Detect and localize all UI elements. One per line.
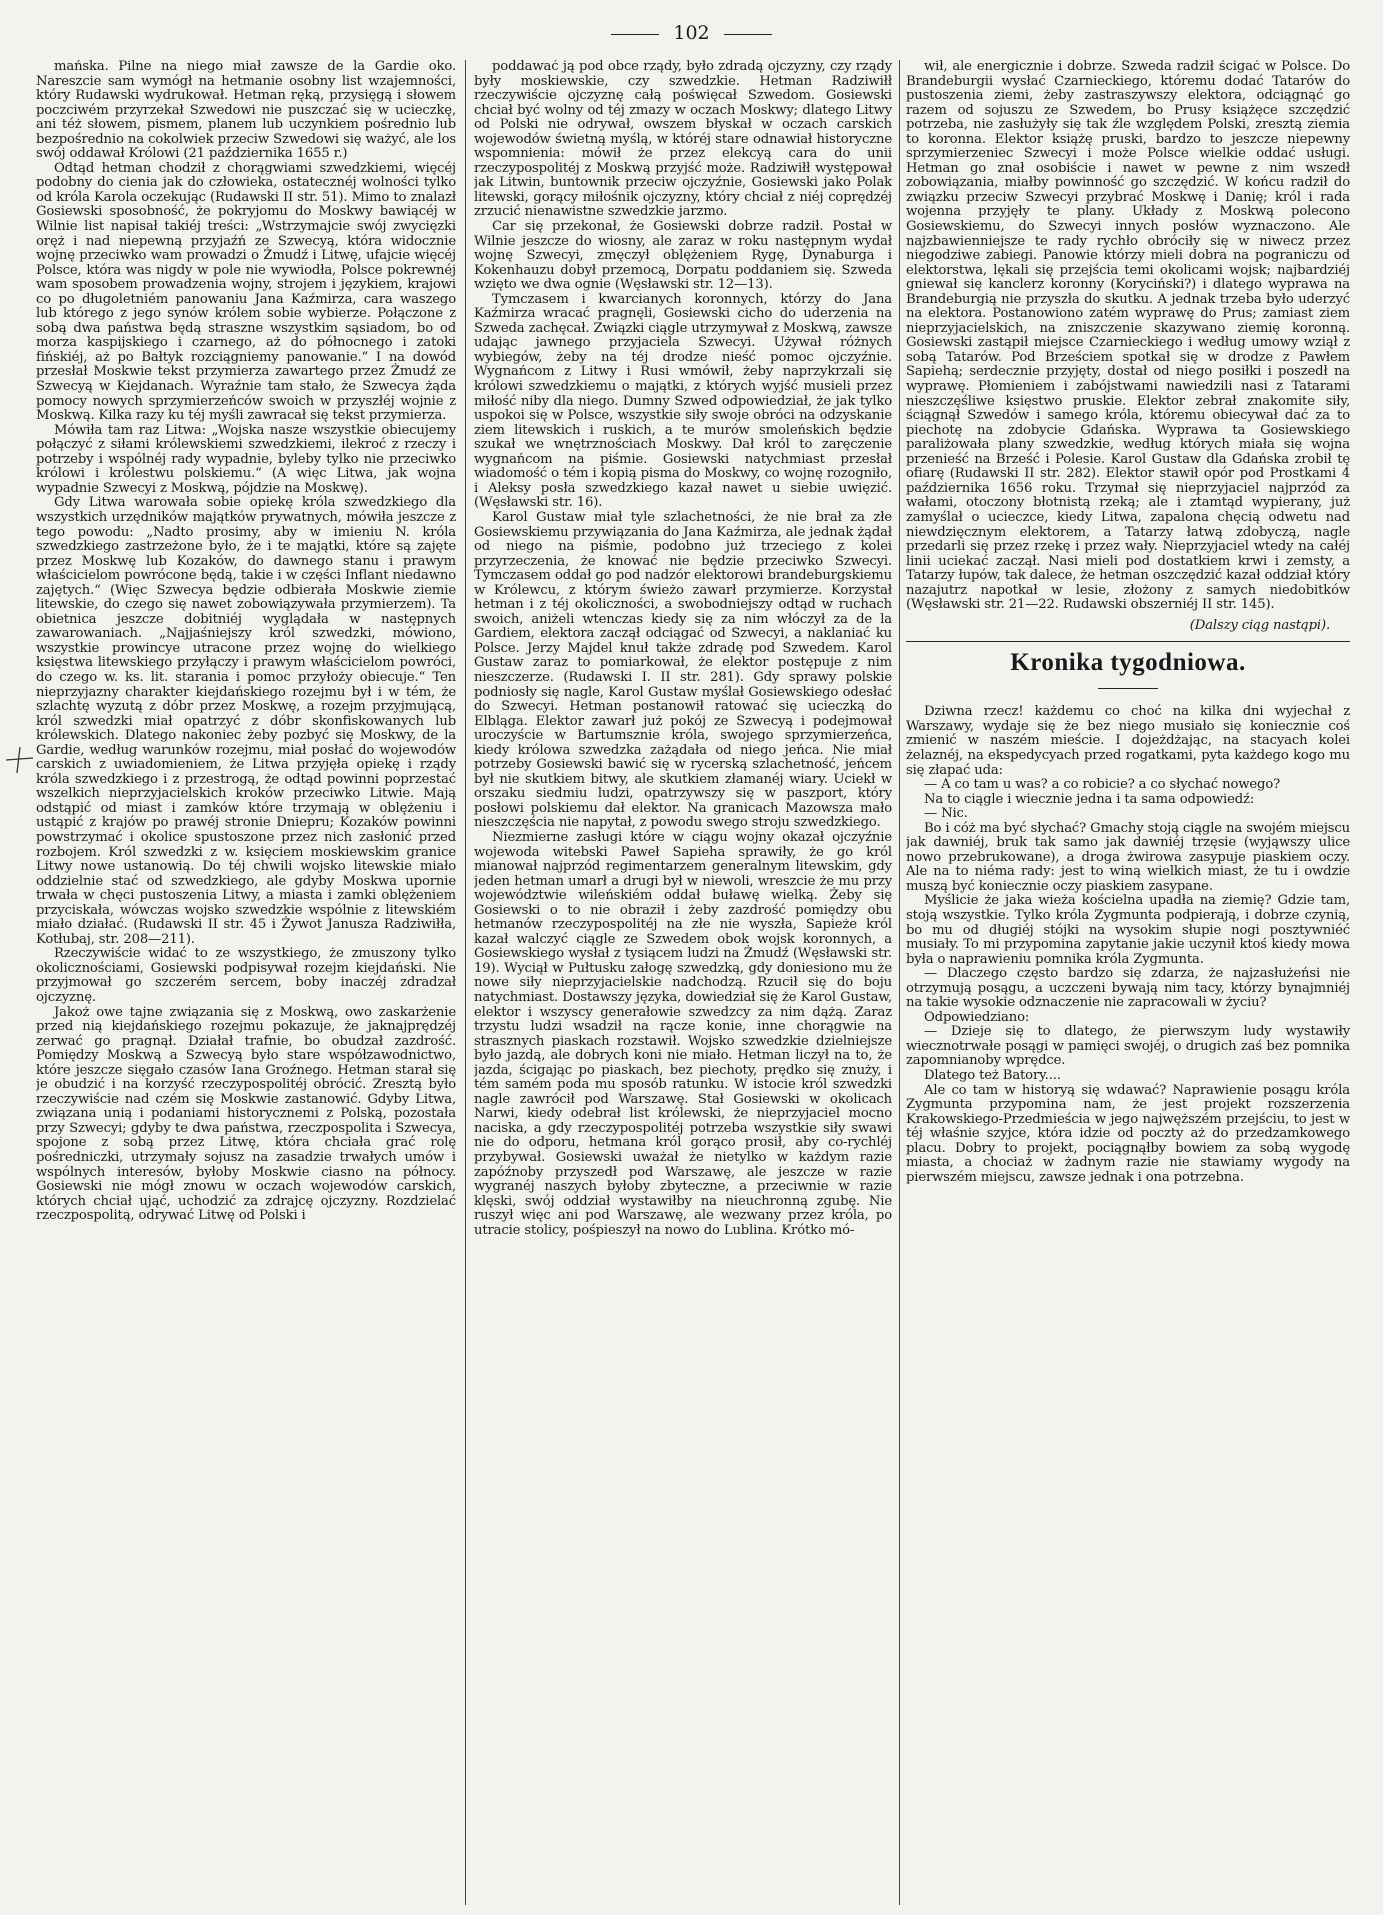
paragraph: Ale co tam w historyą się wdawać? Naprawienie posągu króla Zygmunta przypomina nam, że jest projekt rozszerzenia Krakowskiego-Przedmieścia w jego najwęższém przejściu, to jest w téj właśnie szyjce, która idzie od poczty aż do przedzamkowego placu. Dobry to projekt, pociągnąłby bowiem za sobą wygodę miasta, a chociaż w żadnym razie nie stawiamy wygody na pierwszém miejscu, zawsze jednak i ona potrzebna.: [906, 1082, 1350, 1185]
column-3: [906, 60, 1350, 1905]
continued-note: (Dalszy ciąg nastąpi).: [1189, 617, 1330, 633]
column-2: [474, 60, 892, 1905]
column-1: [36, 60, 456, 1905]
article-end: [906, 60, 1350, 613]
paragraph: Dlatego też Batory....: [924, 1068, 1061, 1083]
paragraph: Gdy Litwa warowała sobie opiekę króla szwedzkiego dla wszystkich urzędników majątków prywatnych, mówiła jeszcze z tego powodu: „Nadto prosimy, aby w imieniu N. króla szwedzkiego zastrzeżone było, że i te majątki, które są zajęte przez Moskwę lub Kozaków, do dawnego stanu i prawym właścicielom powrócone będą, takie i w części Inflant niedawno zajętych.“ (Więc Szwecya będzie odbierała Moskwie ziemie litewskie, do czego się nawet zobowiązywała przymierzem). Ta obietnica jeszcze dobitniéj wyglądała w następnych zawarowaniach. „Najjaśniejszy król szwedzki, mówiono, wszystkie prowincye utracone przez wojnę do wielkiego księstwa litewskiego przyłączy i prawym właścicielom powróci, do czego w. ks. lit. starania i pomoc przyłoży obiecuje.“ Ten nieprzyjazny charakter kiejdańskiego rozejmu był i w tém, że szlachtę wyzutą z dóbr przez Moskwę, a rozejm przyjmującą, król szwedzki miał opatrzyć z dóbr skonfiskowanych lub królewskich. Dlatego nakoniec żeby pozbyć się Moskwy, de la Gardie, według warunków rozejmu, miał posłać do wojewodów carskich z uwiadomieniem, że Litwa przyjęła opiekę i rządy króla szwedzkiego i z przestrogą, że odtąd powinni poprzestać wszelkich nieprzyjacielskich kroków przeciwko Litwie. Mają odstąpić od miast i zamków które trzymają w oblężeniu i ustąpić z krajów po prawéj stronie Dniepru; Kozaków powinni powstrzymać i okolice spustoszone przez nich zasłonić przed rozbojem. Król szwedzki z w. księciem moskiewskim granice Litwy nowe ustanowią. Do téj chwili wojsko litewskie miało oddzielnie stać od szwedzkiego, ale gdyby Moskwa upornie trwała w chęci pustoszenia Litwy, a miasta i zamki oblężeniem przyciskała, wówczas wojsko szwedzkie wspólnie z litewskiém miało działać. (Rudawski II str. 45 i Żywot Janusza Radziwiłła, Kotłubaj, str. 208—211).: [36, 495, 456, 947]
paragraph: Odpowiedziano:: [924, 1009, 1030, 1025]
section-divider: [906, 641, 1350, 642]
header-rule-right: [724, 34, 772, 35]
column-divider: [465, 60, 466, 1905]
handwritten-cross-mark: [4, 745, 34, 775]
header-rule-left: [611, 34, 659, 35]
paragraph: Car się przekonał, że Gosiewski dobrze radził. Postał w Wilnie jeszcze do wiosny, ale zaraz w roku następnym wydał wojnę Szwecyi, zmęczył oblężeniem Rygę, Dynaburga i Kokenhauzu dobył przemocą, Dorpatu poddaniem się. Szweda wzięto we dwa ognie (Węsławski str. 12—13).: [474, 219, 892, 293]
paragraph: Tymczasem i kwarcianych koronnych, którzy do Jana Kaźmirza wracać pragnęli, Gosiewski cicho do uderzenia na Szweda zachęcał. Związki ciągle utrzymywał z Moskwą, zawsze udając jawnego przyjaciela Szwecyi. Używał różnych wybiegów, żeby na téj drodze nieść pomoc ojczyźnie. Wygnańcom z Litwy i Rusi wmówił, żeby naprzykrzali się królowi szwedzkiemu o majątki, z których wyjść musieli przez miłość niby dla niego. Dumny Szwed odpowiedział, że jak tylko uspokoi się w Polsce, wszystkie siły swoje obróci na odzyskanie ziem litewskich i ruskich, a te murów smoleńskich będzie szukał we wnętrznościach Moskwy. Dał król to zaręczenie wygnańcom na piśmie. Gosiewski natychmiast przesłał wiadomość o tém i kopią pisma do Moskwy, co wojnę rozogniło, i Aleksy posła szwedzkiego kazał nawet u siebie uwięzić. (Węsławski str. 16).: [474, 291, 892, 511]
paragraph: Mówiła tam raz Litwa: „Wojska nasze wszystkie obiecujemy połączyć z siłami królewskiemi szwedzkiemi, ilekroć z rzeczy i potrzeby i wspólnéj rady wypadnie, byleby tylko nie przeciwko królowi i królestwu polskiemu.“ (A więc Litwa, jak wojna wypadnie Szwecyi z Moskwą, pójdzie na Moskwę).: [36, 422, 456, 496]
paragraph: wił, ale energicznie i dobrze. Szweda radził ścigać w Polsce. Do Brandeburgii wysłać Czarnieckiego, któremu dodać Tatarów do pustoszenia ziemi, żeby zastraszywszy elektora, odciągnąć go razem od sojuszu ze Szwedem, bo Prusy książęce szczędzić potrzeba, nie zasłużyły się tak źle względem Polski, zresztą ziemia to koronna. Elektor książę pruski, bardzo to jeszcze niepewny sprzymierzeniec Szwecyi i może Polsce wielkie oddać usługi. Hetman go znał osobiście i nawet w pewne z nim wszedł zobowiązania, miałby powinność go szczędzić. W końcu radził do związku przeciw Szwecyi przybrać Moskwę i Danię; król i rada wojenna przyjęły te plany. Układy z Moskwą polecono Gosiewskiemu, do Szwecyi innych posłów wyznaczono. Ale najzbawienniejsze te rady rychło obróciły się w niwecz przez niegodziwe zabiegi. Panowie którzy mieli dobra na pograniczu od elektorstwa, lękali się przejścia temi okolicami wojsk; najbardziéj gniewał się kanclerz koronny (Koryciński?) i dlatego wyprawa na Brandeburgią nie przyszła do skutku. A jednak trzeba było uderzyć na elektora. Postanowiono zatém wyprawę do Prus; zamiast ziem nieprzyjacielskich, na zniszczenie skazywano ziemię koronną. Gosiewski zastąpił miejsce Czarnieckiego i według umowy wziął z sobą Tatarów. Pod Brześciem spotkał się w drodze z Pawłem Sapiehą; serdecznie przyjęty, dostał od niego posiłki i poszedł na wyprawę. Płomieniem i zabójstwami nawiedzili nasi z Tatarami nieszczęśliwe księstwo pruskie. Elektor zebrał znakomite siły, ściągnął Szwedów i samego króla, któremu obiecywał dać za to piechotę na zdobycie Gdańska. Wyprawa ta Gosiewskiego paraliżowała plany szwedzkie, według których miała się wojna przenieść na Brześć i Polesie. Karol Gustaw dla Gdańska zrobił tę ofiarę (Rudawski II str. 282). Elektor stawił opór pod Prostkami 4 października 1656 roku. Trzymał się nieprzyjaciel najprzód za wałami, otoczony błotnistą rzeką; ale i ztamtąd wypierany, już zamyślał o ucieczce, kiedy Litwa, zapalona chęcią odwetu nad niewdzięcznym elektorem, a Tatarzy łatwą zdobyczą, nagle przedarli się przez rzekę i przez wały. Nieprzyjaciel wtedy na całéj linii uciekać zaczął. Nasi mieli pod dostatkiem krwi i zemsty, a Tatarzy łupów, tak dalece, że hetman oszczędzić kazał oddział który nazajutrz napotkał w lesie, złożony z samych niedobitków (Węsławski str. 21—22. Rudawski obszerniéj II str. 145).: [906, 60, 1350, 613]
paragraph: Dziwna rzecz! każdemu co choć na kilka dni wyjechał z Warszawy, wydaje się że bez niego musiało się koniecznie coś zmienić w naszém mieście. I dojeżdżając, na stacyach kolei żelaznéj, na ekspedycyach przed rogatkami, pyta każdego kogo mu się złapać uda:: [906, 704, 1350, 778]
paragraph: mańska. Pilne na niego miał zawsze de la Gardie oko. Nareszcie sam wymógł na hetmanie osobny list wzajemności, który Rudawski wydrukował. Hetman ręką, przysięgą i słowem poczciwém przyrzekał Szwedowi nie puszczać się w ucieczkę, ani téż słowem, pismem, planem lub uczynkiem pośrednio lub bezpośrednio na cokolwiek przeciw Szwedowi się ważyć, ale los swój oddawał Królowi (21 października 1655 r.): [36, 60, 456, 162]
paragraph: Jakoż owe tajne związania się z Moskwą, owo zaskarżenie przed nią kiejdańskiego rozejmu pokazuje, że jaknajprędzéj zerwać go pragnął. Działał trafnie, bo obudzał zazdrość. Pomiędzy Moskwą a Szwecyą było stare współzawodnictwo, które jeszcze sięgało czasów Iana Groźnego. Hetman starał się je obudzić i na korzyść rzeczypospolitéj obrócić. Zresztą było rzeczywiście nad czém się Moskwie zastanowić. Gdyby Litwa, związana unią i podaniami historycznemi z Polską, pozostała przy Szwecyi; gdyby te dwa państwa, rzeczpospolita i Szwecya, spojone z sobą przez Litwę, która chciała grać rolę pośredniczki, utrzymały sojusz na zasadzie trwałych umów i wspólnych interesów, byłoby Moskwie ciasno na północy. Gosiewski nie mógł znowu w oczach wojewodów carskich, których chciał ująć, uchodzić za zdrajcę ojczyzny. Rozdzielać rzeczpospolitą, odrywać Litwę od Polski i: [36, 1004, 456, 1224]
paragraph: — Nic.: [924, 806, 968, 822]
title-rule: [1098, 688, 1158, 689]
section-title: Kronika tygodniowa.: [1010, 649, 1246, 677]
paragraph: Odtąd hetman chodził z chorągwiami szwedzkiemi, więcéj podobny do cienia jak do człowieka, ostatecznéj wolności tylko od króla Karola oczekując (Rudawski II str. 51). Mimo to znalazł Gosiewski sposobność, że pokryjomu do Moskwy bawiącéj w Wilnie list napisał takiéj treści: „Wstrzymajcie swój zwycięzki oręż i nad niepewną przyjaźń ze Szwecyą, która widocznie wojnę przeciwko wam prowadzi o Żmudź i Litwę, ufajcie więcéj Polsce, która was nigdy w pole nie wywiodła, Polsce pokrewnéj wam sposobem prowadzenia wojny, strojem i językiem, krajowi co po długoletniém panowaniu Jana Kaźmirza, cara waszego lub którego z jego synów królem sobie wybierze. Połączone z sobą dwa państwa będą straszne wszystkim sąsiadom, bo od morza kaspijskiego i czarnego, aż do północnego i zatoki fińskiéj, aż po Bałtyk rozciągniemy panowanie.“ I na dowód przesłał Moskwie tekst przymierza zawartego przez Żmudź ze Szwecyą w Kiejdanach. Wyraźnie tam stało, że Szwecya żąda pomocy nowych sprzymierzeńców swoich w przyszłéj wojnie z Moskwą. Kilka razy ku téj myśli zawracał się tekst przymierza.: [36, 160, 456, 424]
paragraph: Rzeczywiście widać to ze wszystkiego, że zmuszony tylko okolicznościami, Gosiewski podpisywał rozejm kiejdański. Nie przyjmował go szczerém sercem, boby inaczéj zdradzał ojczyznę.: [36, 946, 456, 1005]
page-number: 102: [673, 22, 710, 44]
paragraph: Bo i cóż ma być słychać? Gmachy stoją ciągle na swojém miejscu jak dawniéj, bruk tak samo jak dawniéj trzęsie (wyjąwszy ulice nowo przebrukowane), a droga żwirowa zasypuje piaskiem oczy. Ale na to niéma rady: jest to winą wielkich miast, że tu i owdzie muszą być koniecznie oczy piaskiem zasypane.: [906, 820, 1350, 894]
paragraph: Na to ciągle i wiecznie jedna i ta sama odpowiedź:: [924, 791, 1255, 807]
page-header: [0, 22, 1383, 44]
paragraph: Karol Gustaw miał tyle szlachetności, że nie brał za złe Gosiewskiemu przywiązania do Jana Kaźmirza, ale jednak żądał od niego na piśmie, podobno już trzeciego z kolei przyrzeczenia, że knować nie będzie przeciwko Szwecyi. Tymczasem oddał go pod nadzór elektorowi brandeburgskiemu w Królewcu, z którym świeżo zawarł przymierze. Korzystał hetman i z téj okoliczności, a swobodniejszy odtąd w ruchach swoich, aniżeli wtenczas kiedy się za nim włóczył za de la Gardiem, elektora zaczął odciągać od Szwecyi, a naklaniać ku Polsce. Jerzy Majdel knuł także zdradę pod Szwedem. Karol Gustaw zaraz to pomiarkował, że elektor postępuje z nim nieszczerze. (Rudawski I. II str. 281). Gdy sprawy polskie podniosły się nagle, Karol Gustaw myślał Gosiewskiego odesłać do Szwecyi. Hetman postanowił ratować się ucieczką do Elbląga. Elektor zawarł już pokój ze Szwecyą i podejmował uroczyście w Bartumsznie króla, swojego sprzymierzeńca, kiedy królowa szwedzka zażądała od niego jeńca. Nie miał potrzeby Gosiewski bawić się w rycerską szlachetność, jeńcem był nie skutkiem bitwy, ale skutkiem złamanéj wiary. Uciekł w orszaku siedmiu ludzi, opatrzywszy się w paszport, który posłowi polskiemu dał elektor. Na granicach Mazowsza mało nieszczęścia nie napytał, z powodu swego stroju szwedzkiego.: [474, 509, 892, 831]
chronicle-body: [906, 705, 1350, 1185]
paragraph: poddawać ją pod obce rządy, było zdradą ojczyzny, czy rządy były moskiewskie, czy szwedzkie. Hetman Radziwiłł rzeczywiście ojczyznę całą poświęcał Szwedom. Gosiewski chciał być wolny od téj zmazy w oczach Moskwy; dlatego Litwy od Polski nie odrywał, owszem błyskał w oczach carskich wojewodów świetną myślą, w któréj stare odnawiał historyczne wspomnienia: mówił że przez elekcyą cara do unii rzeczypospolitéj z Moskwą przyjść może. Radziwiłł występował jak Litwin, buntownik przeciw ojczyźnie, Gosiewski jako Polak litewski, gorący miłośnik ojczyzny, który chciał z niéj coprędzéj zrzucić nienawistne szwedzkie jarzmo.: [474, 60, 892, 220]
paragraph: — Dlaczego często bardzo się zdarza, że najzasłużeńsi nie otrzymują posągu, a uczczeni bywają nim tacy, którzy bynajmniéj na takie wysokie odznaczenie nie zapracowali w życiu?: [906, 966, 1350, 1011]
paragraph: — A co tam u was? a co robicie? a co słychać nowego?: [924, 777, 1281, 793]
paragraph: Myślicie że jaka wieża kościelna upadła na ziemię? Gdzie tam, stoją wszystkie. Tylko króla Zygmunta podpierają, i dobrze czynią, bo mu od długiéj stójki na wysokim słupie nogi posztywniéć musiały. To mi przypomina zapytanie jakie uczynił ktoś kiedy mowa była o naprawieniu pomnika króla Zygmunta.: [906, 893, 1350, 967]
paragraph: — Dzieje się to dlatego, że pierwszym ludy wystawiły wiecznotrwałe posągi w pamięci swojéj, o drugich zaś bez pomnika zapomnianoby wprędce.: [906, 1024, 1350, 1069]
column-divider: [899, 60, 900, 1905]
paragraph: Niezmierne zasługi które w ciągu wojny okazał ojczyźnie wojewoda witebski Paweł Sapieha sprawiły, że go król mianował najprzód regimentarzem generalnym litewskim, gdy jeden hetman umarł a drugi był w niewoli, wreszcie że mu przy województwie wileńskiém oddał buławę wielką. Żeby się Gosiewski o to nie obraził i żeby zazdrość pomiędzy obu hetmanów rzeczypospolitéj na złe nie wyszła, Sapieże król kazał walczyć ciągle ze Szwedem obok wojsk koronnych, a Gosiewskiego wysłał z tysiącem ludzi na Żmudź (Węsławski str. 19). Wyciął w Pułtusku załogę szwedzką, gdy doniesiono mu że nowe siły nieprzyjacielskie nadchodzą. Rzucił się do boju natychmiast. Dostawszy języka, dowiedział się że Karol Gustaw, elektor i wszyscy generałowie szwedzcy za nim dążą. Zaraz trzystu ludzi wsadził na rącze konie, inne chorągwie na strasznych piaskach rozstawił. Wojsko szwedzkie dzielniejsze było jazdą, ale dobrych koni nie miało. Hetman liczył na to, że jazda, ścigając po piaskach, bez piechoty, prędko się znuży, i tém samém poda mu sposób ratunku. W istocie król szwedzki nagle zawrócił pod Warszawę. Stał Gosiewski w okolicach Narwi, kiedy odebrał list królewski, że nieprzyjaciel mocno naciska, a gdy rzeczypospolitéj potrzeba wszystkie siły swawi nie do odporu, hetmana król gorąco prosił, aby co-rychléj przybywał. Gosiewski uważał że nietylko w każdym razie zapóźnoby przyszedł pod Warszawę, ale jeszcze w razie wygranéj naszych byłoby zbyteczne, a przeciwnie w razie klęski, swój oddział wystawiłby na nieuchronną zgubę. Nie ruszył więc ani pod Warszawę, ale wezwany przez króla, po utracie stolicy, pośpieszył na nowo do Lublina. Krótko mó-: [474, 829, 892, 1238]
